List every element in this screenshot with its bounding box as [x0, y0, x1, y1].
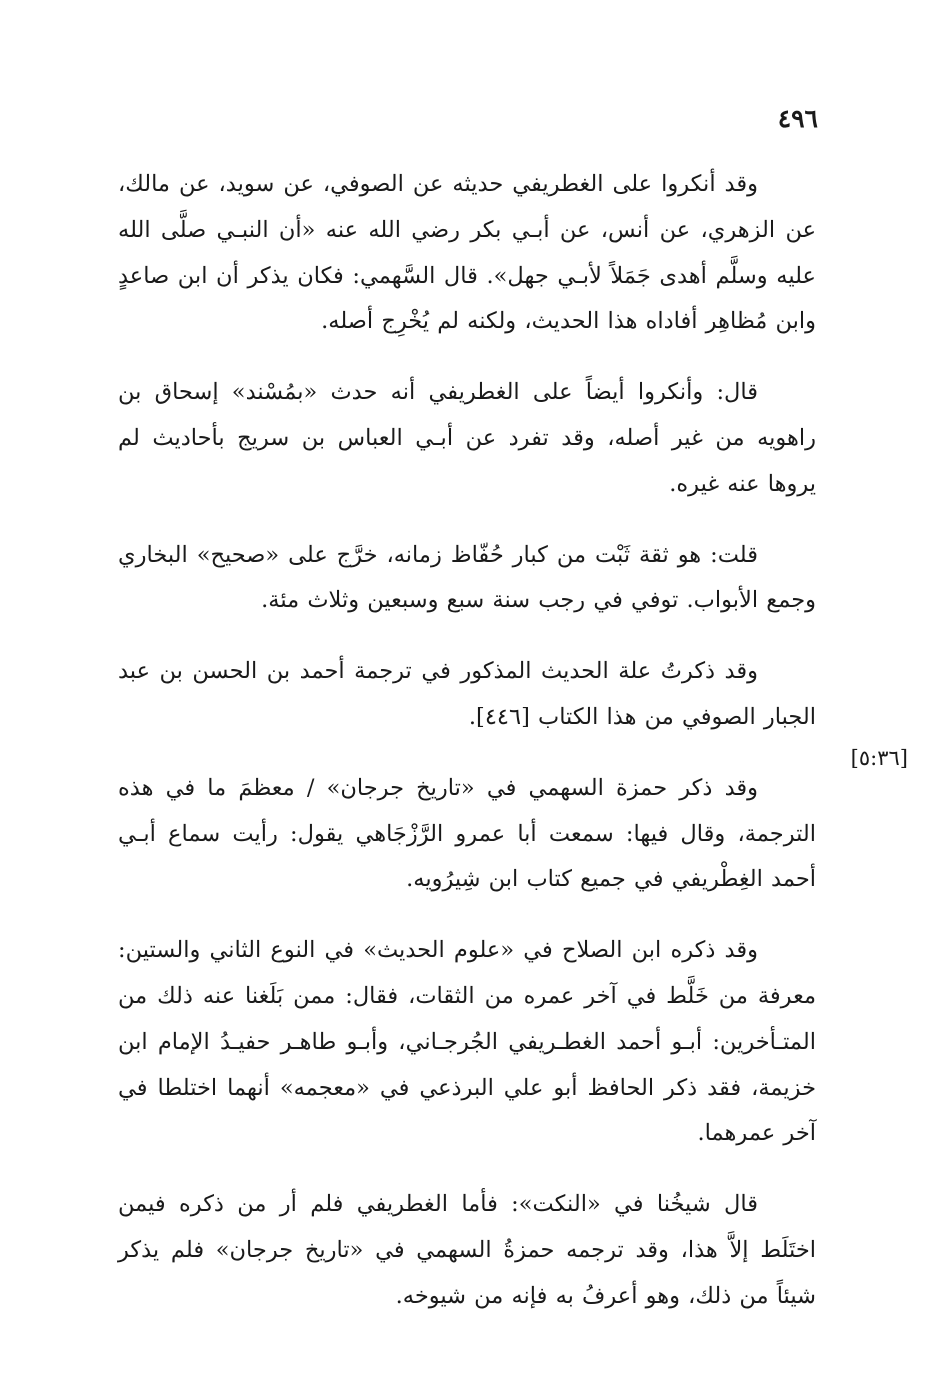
page-number: ٤٩٦	[777, 104, 818, 133]
paragraph-6: وقد ذكره ابن الصلاح في «علوم الحديث» في النوع الثاني والستين: معرفة من خَلَّط في آخر عمره من الثقات، فقال: ممن بَلَغنا عنه ذلك من المتـأخرين: أبـو أحمد الغطـريفي الجُرجـاني، وأبـو طاهـر حفيـدُ الإمام ابن خزيمة، فقد ذكر الحافظ أبو علي البرذعي في «معجمه» أنهما اختلطا في آخر عمرهما.	[118, 937, 816, 1147]
volume-page-marker: [٥:٣٦]	[850, 746, 908, 770]
paragraph-3: قلت: هو ثقة ثَبْت من كبار حُفّاظ زمانه، خرَّج على «صحيح» البخاري وجمع الأبواب. توفي في رجب سنة سبع وسبعين وثلاث مئة.	[118, 541, 816, 614]
paragraph-1: وقد أنكروا على الغطريفي حديثه عن الصوفي، عن سويد، عن مالك، عن الزهري، عن أنس، عن أبـي بكر رضي الله عنه «أن النبـي صلَّى الله عليه وسلَّم أهدى جَمَلاً لأبـي جهل». قال السَّهمي: فكان يذكر أن ابن صاعدٍ وابن مُظاهِر أفاداه هذا الحديث، ولكنه لم يُخْرِج أصله.	[118, 171, 816, 335]
paragraph-5: وقد ذكر حمزة السهمي في «تاريخ جرجان» / معظمَ ما في هذه الترجمة، وقال فيها: سمعت أبا عمرو الرَّزْجَاهي يقول: رأيت سماع أبـي أحمد الغِطْريفي في جميع كتاب ابن شِيرُويه.	[118, 774, 816, 893]
page-body	[118, 162, 816, 1345]
paragraph-7: قال شيخُنا في «النكت»: فأما الغطريفي فلم أر من ذكره فيمن اختَلَط إلاَّ هذا، وقد ترجمه حمزةُ السهمي في «تاريخ جرجان» فلم يذكر شيئاً من ذلك، وهو أعرفُ به فإنه من شيوخه.	[118, 1191, 816, 1309]
paragraph-2: قال: وأنكروا أيضاً على الغطريفي أنه حدث «بمُسْند» إسحاق بن راهويه من غير أصله، وقد تفرد عن أبـي العباس بن سريج بأحاديث لم يروها عنه غيره.	[118, 379, 816, 497]
paragraph-4: وقد ذكرتُ علة الحديث المذكور في ترجمة أحمد بن الحسن بن عبد الجبار الصوفي من هذا الكتاب [٤٤٦].	[118, 658, 816, 730]
